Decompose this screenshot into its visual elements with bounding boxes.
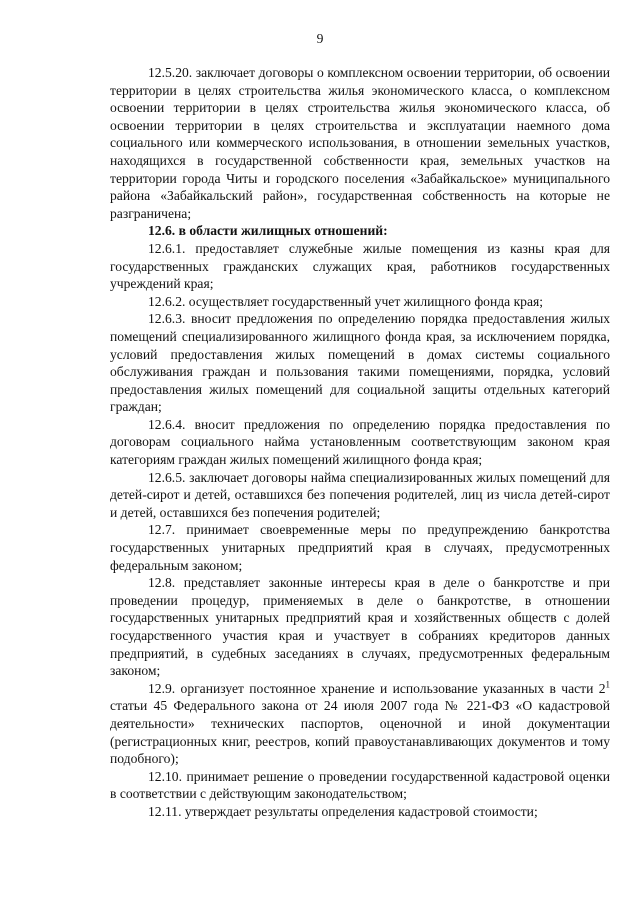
paragraph-12-6-3: 12.6.3. вносит предложения по определению порядка предоставления жилых помещений специализированного жилищного фонда края, за исключением порядка, условий предоставления жилых помещений в домах системы социального обслуживания граждан и пользования такими помещениями, порядка, условий предоставления жилых помещений для социальной защиты отдельных категорий граждан; [110, 311, 610, 415]
paragraph-12-6-2: 12.6.2. осуществляет государственный учет жилищного фонда края; [148, 293, 544, 309]
section-heading-12-6: 12.6. в области жилищных отношений: [148, 223, 388, 239]
paragraph-12-6-1: 12.6.1. предоставляет служебные жилые помещения из казны края для государственных гражданских служащих края, работников государственных учреждений края; [110, 240, 610, 292]
paragraph-12-6-4: 12.6.4. вносит предложения по определению порядка предоставления по договорам социального найма установленным соответствующим законом края категориям граждан жилых помещений жилищного фонда края; [110, 416, 610, 468]
paragraph-12-8: 12.8. представляет законные интересы края в деле о банкротстве и при проведении процедур, применяемых в деле о банкротстве, в отношении государственных унитарных предприятий края и хозяйственных обществ с долей государственного участия края и участвует в собраниях кредиторов данных предприятий, в судебных заседаниях в случаях, предусмотренных федеральным законом; [110, 575, 610, 679]
paragraph-12-11: 12.11. утверждает результаты определения кадастровой стоимости; [148, 803, 538, 819]
paragraph-12-9-part-1: 12.9. организует постоянное хранение и использование указанных в части 2 [148, 680, 606, 696]
superscript-marker: 1 [605, 679, 610, 690]
page-number: 9 [316, 31, 324, 46]
paragraph-12-9 [110, 680, 610, 768]
paragraph-12-7: 12.7. принимает своевременные меры по предупреждению банкротства государственных унитарных предприятий края в случаях, предусмотренных федеральным законом; [110, 522, 610, 573]
paragraph-12-6-5: 12.6.5. заключает договоры найма специализированных жилых помещений для детей-сирот и детей, оставшихся без попечения родителей, лиц из числа детей-сирот и детей, оставшихся без попечения родителей; [110, 469, 610, 520]
paragraph-12-10: 12.10. принимает решение о проведении государственной кадастровой оценки в соответствии с действующим законодательством; [110, 768, 610, 802]
paragraph-12-5-20: 12.5.20. заключает договоры о комплексном освоении территории, об освоении территории в целях строительства жилья экономического класса, о комплексном освоении территории в целях строительства жилья экономического класса, об освоении территории в целях строительства и эксплуатации наемного дома социального или коммерческого использования, в отношении земельных участков, находящихся в государственной собственности края, земельных участков на территории города Читы и городского поселения «Забайкальское» муниципального района «Забайкальский район», государственная собственность на которые не разграничена; [110, 65, 610, 221]
paragraph-12-9-part-2: статьи 45 Федерального закона от 24 июля 2007 года № 221-ФЗ «О кадастровой деятельности» технических паспортов, оценочной и иной документации (регистрационных книг, реестров, копий правоустанавливающих документов и тому подобного); [110, 698, 610, 767]
document-body [110, 64, 610, 821]
